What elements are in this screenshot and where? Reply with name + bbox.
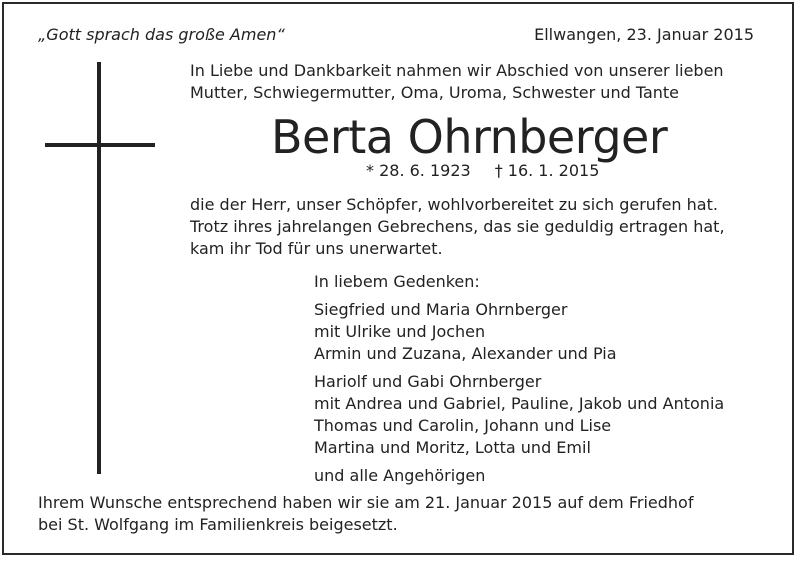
place-date: Ellwangen, 23. Januar 2015: [534, 25, 754, 44]
cross-icon: [97, 62, 101, 474]
cross-icon-bar: [45, 143, 155, 147]
family-line: mit Ulrike und Jochen: [314, 322, 486, 341]
burial-text: [38, 492, 693, 536]
intro-line: In Liebe und Dankbarkeit nahmen wir Abschied von unserer lieben: [190, 61, 724, 80]
mourners-list: [314, 271, 724, 493]
family-line: Armin und Zuzana, Alexander und Pia: [314, 344, 617, 363]
intro-text: [190, 60, 724, 104]
motto: „Gott sprach das große Amen“: [38, 25, 285, 44]
family-line: Siegfried und Maria Ohrnberger: [314, 300, 568, 319]
family-line: Thomas und Carolin, Johann und Lise: [314, 416, 612, 435]
family-group: [314, 299, 724, 365]
mourning-heading: In liebem Gedenken:: [314, 272, 480, 291]
death-date: † 16. 1. 2015: [494, 161, 600, 180]
deceased-name: Berta Ohrnberger: [271, 110, 668, 164]
body-line: Trotz ihres jahrelangen Gebrechens, das sie geduldig ertragen hat,: [190, 217, 725, 236]
burial-line: bei St. Wolfgang im Familienkreis beigesetzt.: [38, 515, 398, 534]
burial-line: Ihrem Wunsche entsprechend haben wir sie am 21. Januar 2015 auf dem Friedhof: [38, 493, 694, 512]
intro-line: Mutter, Schwiegermutter, Oma, Uroma, Schwester und Tante: [190, 83, 680, 102]
family-line: mit Andrea und Gabriel, Pauline, Jakob und Antonia: [314, 394, 725, 413]
life-dates: [366, 160, 599, 182]
body-line: die der Herr, unser Schöpfer, wohlvorbereitet zu sich gerufen hat.: [190, 195, 718, 214]
family-line: und alle Angehörigen: [314, 466, 486, 485]
family-line: Martina und Moritz, Lotta und Emil: [314, 438, 591, 457]
body-text: [190, 194, 725, 260]
birth-date: * 28. 6. 1923: [366, 161, 471, 180]
family-line: Hariolf und Gabi Ohrnberger: [314, 372, 542, 391]
body-line: kam ihr Tod für uns unerwartet.: [190, 239, 443, 258]
family-group: [314, 371, 724, 459]
family-group: [314, 465, 724, 487]
